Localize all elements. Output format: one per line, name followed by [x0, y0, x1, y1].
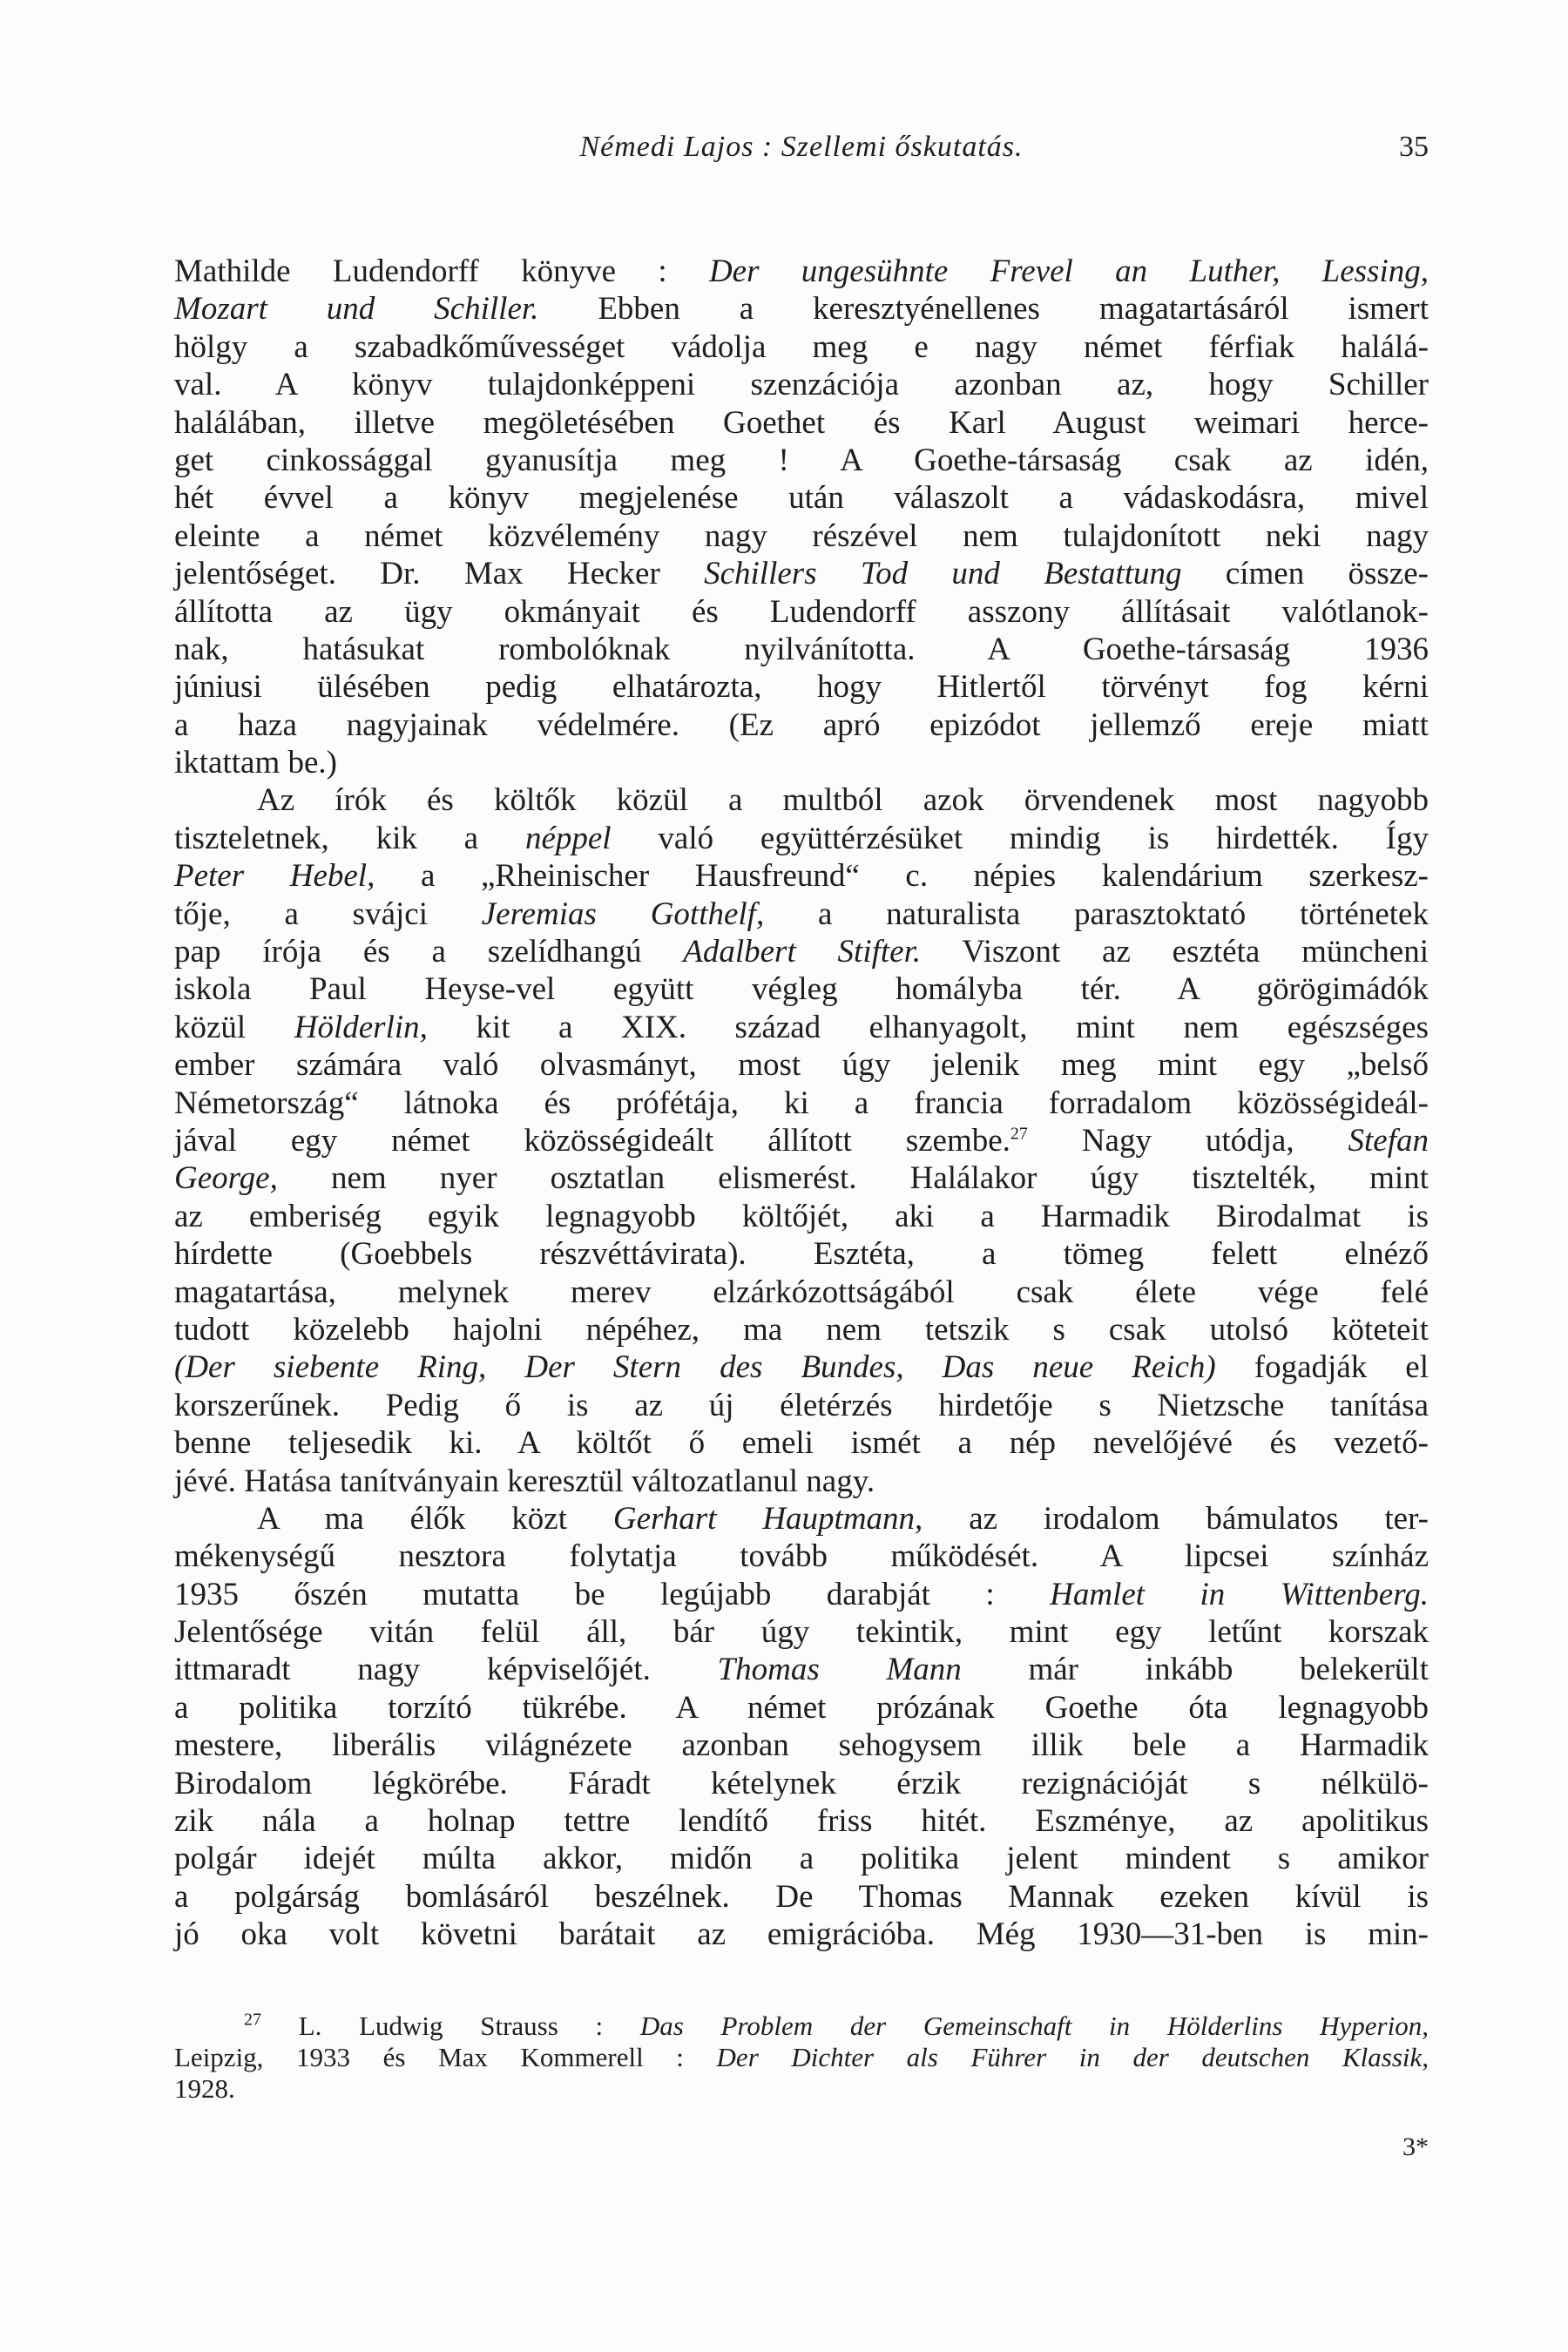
italic-name: Peter Hebel,	[174, 858, 375, 895]
italic-name: Adalbert Stifter.	[683, 934, 922, 970]
text-span: a „Rheinischer Hausfreund“ c. népies kalendárium szerkesz-	[375, 858, 1429, 895]
text-span: címen össze-	[1181, 556, 1429, 592]
text-line: mestere, liberális világnézete azonban sehogysem illik bele a Harmadik	[174, 1727, 1429, 1764]
text-line	[174, 896, 1429, 933]
text-line	[174, 820, 1429, 857]
text-span: kit a XIX. század elhanyagolt, mint nem egészséges	[427, 1009, 1429, 1045]
text-span: pap írója és a szelídhangú	[174, 934, 684, 970]
italic-title: Hamlet in Wittenberg.	[1050, 1576, 1429, 1612]
text-line: júniusi ülésében pedig elhatározta, hogy Hitlertől törvényt fog kérni	[174, 669, 1429, 706]
text-span: jával egy német közösségideált állított szembe.	[174, 1122, 1010, 1159]
text-span: nem nyer osztatlan elismerést. Halálakor úgy tisztelték, mint	[277, 1160, 1429, 1197]
text-span: tiszteletnek, kik a	[174, 820, 525, 856]
italic-title: Schillers Tod und Bestattung	[704, 556, 1182, 592]
text-line	[174, 555, 1429, 592]
text-span: Leipzig, 1933 és Max Kommerell :	[174, 2042, 717, 2072]
text-span: tője, a svájci	[174, 896, 482, 932]
text-line: korszerűnek. Pedig ő is az új életérzés hirdetője s Nietzsche tanítása	[174, 1387, 1429, 1423]
italic-name: Stefan	[1348, 1122, 1429, 1159]
text-line: tudott közelebb hajolni népéhez, ma nem tetszik s csak utolsó köteteit	[174, 1311, 1429, 1348]
text-line: Jelentősége vitán felül áll, bár úgy tekintik, mint egy letűnt korszak	[174, 1614, 1429, 1651]
running-title: Némedi Lajos : Szellemi őskutatás.	[579, 131, 1024, 163]
footnotes	[174, 2011, 1429, 2105]
signature-mark: 3*	[1402, 2132, 1429, 2161]
text-line	[174, 1348, 1429, 1386]
italic-title: Der ungesühnte Frevel an Luther, Lessing,	[708, 253, 1429, 289]
text-line: zik nála a holnap tettre lendítő friss hitét. Eszménye, az apolitikus	[174, 1803, 1429, 1840]
text-line	[174, 1159, 1429, 1197]
text-span: való együttérzésüket mindig is hirdették. Így	[611, 820, 1429, 856]
text-line	[174, 253, 1429, 290]
italic-name: George,	[174, 1160, 278, 1197]
body-text	[174, 253, 1429, 1954]
text-line	[174, 1009, 1429, 1046]
italic-title: Mozart und Schiller.	[174, 291, 539, 328]
text-line: Németország“ látnoka és prófétája, ki a francia forradalom közösségideál-	[174, 1085, 1429, 1121]
text-line	[174, 290, 1429, 328]
text-line	[174, 1651, 1429, 1688]
text-span: A ma élők közt	[257, 1500, 613, 1537]
footnote-line	[174, 2042, 1429, 2073]
text-span: ittmaradt nagy képviselőjét.	[174, 1652, 718, 1688]
text-line: az emberiség egyik legnagyobb költőjét, aki a Harmadik Birodalmat is	[174, 1198, 1429, 1234]
italic-title: (Der siebente Ring, Der Stern des Bundes, Das neue Reich)	[174, 1349, 1216, 1386]
page-number: 35	[1399, 131, 1429, 163]
text-line: a polgárság bomlásáról beszélnek. De Thomas Mannak ezeken kívül is	[174, 1878, 1429, 1915]
text-line: jó oka volt követni barátait az emigrációba. Még 1930—31-ben is min-	[174, 1916, 1429, 1953]
text-span: már inkább belekerült	[961, 1652, 1429, 1688]
running-head	[174, 131, 1429, 172]
italic-name: Thomas Mann	[717, 1652, 962, 1688]
text-span: fogadják el	[1215, 1349, 1429, 1386]
text-span: L. Ludwig Strauss :	[261, 2011, 640, 2041]
text-line: benne teljesedik ki. A költőt ő emeli ismét a nép nevelőjévé és vezető-	[174, 1425, 1429, 1462]
text-line: hét évvel a könyv megjelenése után válaszolt a vádaskodásra, mivel	[174, 480, 1429, 517]
text-line: hölgy a szabadkőművességet vádolja meg e nagy német férfiak halálá-	[174, 328, 1429, 365]
italic-title: Das Problem der Gemeinschaft in Hölderlins Hyperion,	[639, 2011, 1429, 2041]
footnote-number: 27	[244, 2010, 261, 2030]
text-line: jévé. Hatása tanítványain keresztül változatlanul nagy.	[174, 1463, 875, 1499]
text-span: a naturalista parasztoktató történetek	[764, 896, 1429, 932]
text-line: iskola Paul Heyse-vel együtt végleg homályba tér. A görögimádók	[174, 971, 1429, 1008]
text-line: mékenységű nesztora folytatja tovább működését. A lipcsei színház	[174, 1538, 1429, 1575]
text-line: ember számára való olvasmányt, most úgy jelenik meg mint egy „belső	[174, 1047, 1429, 1084]
italic-name: Jeremias Gotthelf,	[481, 896, 765, 932]
text-span: Ebben a keresztyénellenes magatartásáról ismert	[538, 291, 1429, 328]
text-line: a haza nagyjainak védelmére. (Ez apró epizódot jellemző ereje miatt	[174, 706, 1429, 743]
text-line: magatartása, melynek merev elzárkózottságából csak élete vége felé	[174, 1274, 1429, 1310]
text-line: eleinte a német közvélemény nagy részével nem tulajdonított neki nagy	[174, 517, 1429, 554]
footnote-line: 1928.	[174, 2073, 235, 2104]
footnote-reference: 27	[1010, 1124, 1028, 1144]
text-line: get cinkossággal gyanusítja meg ! A Goethe-társaság csak az idén,	[174, 442, 1429, 478]
text-line: nak, hatásukat rombolóknak nyilvánította. A Goethe-társaság 1936	[174, 631, 1429, 667]
text-line: állította az ügy okmányait és Ludendorff asszony állításait valótlanok-	[174, 593, 1429, 630]
text-line: Az írók és költők közül a multból azok örvendenek most nagyobb	[257, 782, 1429, 819]
italic-name: Gerhart Hauptmann,	[612, 1500, 923, 1537]
text-line	[174, 933, 1429, 970]
text-line: iktattam be.)	[174, 745, 337, 781]
text-span: 1935 őszén mutatta be legújabb darabját :	[174, 1576, 1051, 1612]
text-line	[174, 1576, 1429, 1613]
italic-word: néppel	[524, 820, 612, 856]
text-span: Viszont az esztéta müncheni	[921, 934, 1429, 970]
text-line: a politika torzító tükrébe. A német prózának Goethe óta legnagyobb	[174, 1689, 1429, 1726]
text-line: polgár idejét múlta akkor, midőn a politika jelent mindent s amikor	[174, 1841, 1429, 1877]
text-span: közül	[174, 1009, 294, 1045]
italic-title: Der Dichter als Führer in der deutschen Klassik,	[716, 2042, 1429, 2072]
text-span: az irodalom bámulatos ter-	[923, 1500, 1429, 1537]
text-line: halálában, illetve megöletésében Goethet és Karl August weimari herce-	[174, 404, 1429, 441]
footnote-line	[174, 2011, 1429, 2042]
text-line	[174, 1500, 1429, 1538]
text-span: jelentőséget. Dr. Max Hecker	[174, 556, 705, 592]
text-line: hírdette (Goebbels részvéttávirata). Esztéta, a tömeg felett elnéző	[174, 1236, 1429, 1273]
text-line: val. A könyv tulajdonképpeni szenzációja azonban az, hogy Schiller	[174, 367, 1429, 403]
text-span: Nagy utódja,	[1027, 1122, 1348, 1159]
text-span: Mathilde Ludendorff könyve :	[174, 253, 709, 289]
text-line	[174, 857, 1429, 895]
text-line: Birodalom légkörébe. Fáradt kételynek érzik rezignációját s nélkülö-	[174, 1765, 1429, 1801]
text-line	[174, 1122, 1429, 1159]
italic-name: Hölderlin,	[294, 1009, 428, 1045]
